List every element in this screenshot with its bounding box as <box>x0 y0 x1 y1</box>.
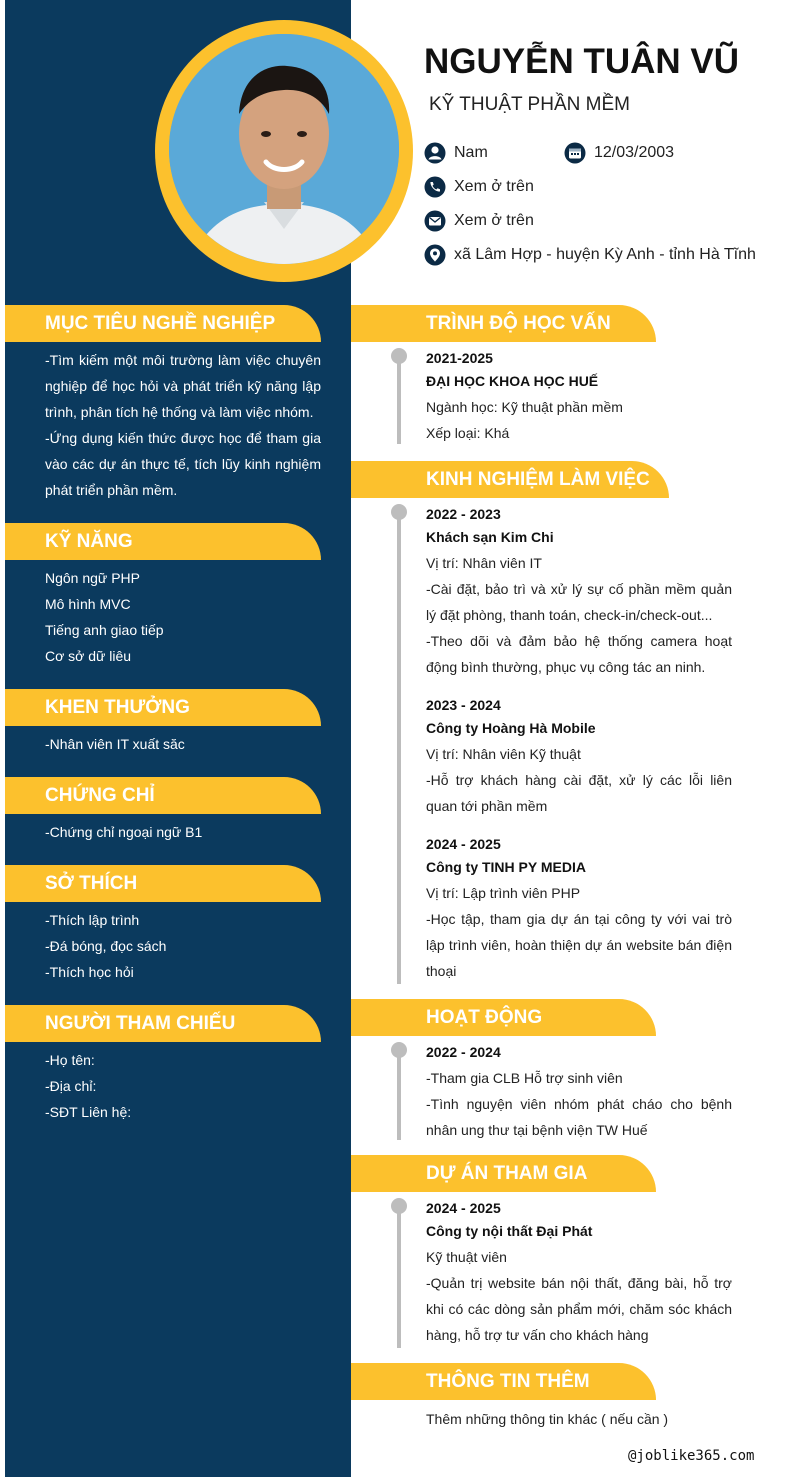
entry-line: Vị trí: Nhân viên Kỹ thuật <box>426 746 581 762</box>
person-icon <box>424 142 446 164</box>
timeline-dot <box>391 348 407 364</box>
education-entry <box>426 348 732 446</box>
entry-line: Vị trí: Lập trình viên PHP <box>426 885 581 901</box>
phone-value: Xem ở trên <box>454 178 534 195</box>
entry-date: 2024 - 2025 <box>426 836 501 852</box>
timeline-bar <box>397 1050 401 1140</box>
reference-item: -Địa chỉ: <box>45 1078 97 1094</box>
objective-line: -Tìm kiếm một môi trường làm việc chuyên nghiệp để học hỏi và phát triển kỹ năng lập trình, phân tích hệ thống và làm việc nhóm. <box>45 352 321 420</box>
projects-heading: DỰ ÁN THAM GIA <box>351 1155 656 1192</box>
references-list <box>45 1047 321 1125</box>
timeline-dot <box>391 1042 407 1058</box>
entry-org: Công ty TINH PY MEDIA <box>426 859 586 875</box>
references-heading: NGƯỜI THAM CHIẾU <box>5 1005 321 1042</box>
calendar-icon <box>564 142 586 164</box>
objective-line: -Ứng dụng kiến thức được học để tham gia vào các dự án thực tế, tích lũy kinh nghiệm phát triển phần mềm. <box>45 430 321 498</box>
skills-heading: KỸ NĂNG <box>5 523 321 560</box>
entry-date: 2021-2025 <box>426 350 493 366</box>
entry-org: Khách sạn Kim Chi <box>426 529 554 545</box>
footer-watermark: @joblike365.com <box>628 1448 755 1464</box>
timeline-bar <box>397 356 401 444</box>
entry-date: 2022 - 2024 <box>426 1044 501 1060</box>
birthdate-value: 12/03/2003 <box>594 144 675 161</box>
job-title: KỸ THUẬT PHẦN MỀM <box>429 94 630 115</box>
skill-item: Ngôn ngữ PHP <box>45 570 140 586</box>
entry-line: Vị trí: Nhân viên IT <box>426 555 542 571</box>
hobbies-heading: SỞ THÍCH <box>5 865 321 902</box>
experience-heading: KINH NGHIỆM LÀM VIỆC <box>351 461 669 498</box>
skill-item: Tiếng anh giao tiếp <box>45 622 164 638</box>
hobby-item: -Thích lập trình <box>45 912 140 928</box>
certificate-item: -Chứng chỉ ngoại ngữ B1 <box>45 824 203 840</box>
entry-line: -Quản trị website bán nội thất, đăng bài, hỗ trợ khi có các dòng sản phẩm mới, chăm sóc khách hàng, hỗ trợ tư vấn cho khách hàng <box>426 1275 732 1343</box>
hobbies-list <box>45 907 321 985</box>
reference-item: -Họ tên: <box>45 1052 95 1068</box>
gender-row <box>424 142 488 164</box>
entry-line: -Theo dõi và đảm bảo hệ thống camera hoạt động bình thường, phục vụ công tác an ninh. <box>426 633 732 675</box>
project-entry <box>426 1198 732 1348</box>
entry-line: -Tham gia CLB Hỗ trợ sinh viên <box>426 1070 623 1086</box>
entry-org: Công ty Hoàng Hà Mobile <box>426 720 596 736</box>
timeline-bar <box>397 512 401 984</box>
awards-list <box>45 731 321 757</box>
certificates-heading: CHỨNG CHỈ <box>5 777 321 814</box>
entry-line: Ngành học: Kỹ thuật phần mềm <box>426 399 623 415</box>
entry-date: 2022 - 2023 <box>426 506 501 522</box>
entry-line: Kỹ thuật viên <box>426 1249 507 1265</box>
entry-line: -Học tập, tham gia dự án tại công ty với vai trò lập trình viên, hoàn thiện dự án website bán điện thoại <box>426 911 732 979</box>
timeline-bar <box>397 1206 401 1348</box>
awards-heading: KHEN THƯỞNG <box>5 689 321 726</box>
address-row <box>424 244 756 266</box>
experience-entry <box>426 834 732 984</box>
phone-row <box>424 176 534 198</box>
extra-line: Thêm những thông tin khác ( nếu cần ) <box>426 1411 669 1427</box>
experience-entry <box>426 504 732 680</box>
candidate-name: NGUYỄN TUÂN VŨ <box>424 42 740 81</box>
objective-heading: MỤC TIÊU NGHỀ NGHIỆP <box>5 305 321 342</box>
certificates-list <box>45 819 321 845</box>
education-heading: TRÌNH ĐỘ HỌC VẤN <box>351 305 656 342</box>
activities-heading: HOẠT ĐỘNG <box>351 999 656 1036</box>
entry-date: 2024 - 2025 <box>426 1200 501 1216</box>
entry-line: -Cài đặt, bảo trì và xử lý sự cố phần mềm quản lý đặt phòng, thanh toán, check-in/check-out... <box>426 581 732 623</box>
experience-entry <box>426 695 732 819</box>
entry-line: Xếp loại: Khá <box>426 425 510 441</box>
extra-text <box>426 1406 732 1432</box>
entry-line: -Hỗ trợ khách hàng cài đặt, xử lý các lỗi liên quan tới phần mềm <box>426 772 732 814</box>
birthdate-row <box>564 142 674 164</box>
entry-org: Công ty nội thất Đại Phát <box>426 1223 593 1239</box>
entry-org: ĐẠI HỌC KHOA HỌC HUẾ <box>426 373 599 389</box>
address-value: xã Lâm Hợp - huyện Kỳ Anh - tỉnh Hà Tĩnh <box>454 246 756 263</box>
gender-value: Nam <box>454 144 488 161</box>
entry-line: -Tình nguyện viên nhóm phát cháo cho bệnh nhân ung thư tại bệnh viện TW Huế <box>426 1096 732 1138</box>
avatar-photo <box>169 34 399 264</box>
activity-entry <box>426 1042 732 1143</box>
objective-text <box>45 347 321 503</box>
hobby-item: -Đá bóng, đọc sách <box>45 938 167 954</box>
email-row <box>424 210 534 232</box>
location-pin-icon <box>424 244 446 266</box>
skills-list <box>45 565 321 669</box>
phone-icon <box>424 176 446 198</box>
skill-item: Cơ sở dữ liêu <box>45 648 132 664</box>
entry-date: 2023 - 2024 <box>426 697 501 713</box>
skill-item: Mô hình MVC <box>45 596 131 612</box>
extra-heading: THÔNG TIN THÊM <box>351 1363 656 1400</box>
timeline-dot <box>391 504 407 520</box>
award-item: -Nhân viên IT xuất săc <box>45 736 185 752</box>
envelope-icon <box>424 210 446 232</box>
timeline-dot <box>391 1198 407 1214</box>
hobby-item: -Thích học hỏi <box>45 964 134 980</box>
email-value: Xem ở trên <box>454 212 534 229</box>
reference-item: -SĐT Liên hệ: <box>45 1104 132 1120</box>
